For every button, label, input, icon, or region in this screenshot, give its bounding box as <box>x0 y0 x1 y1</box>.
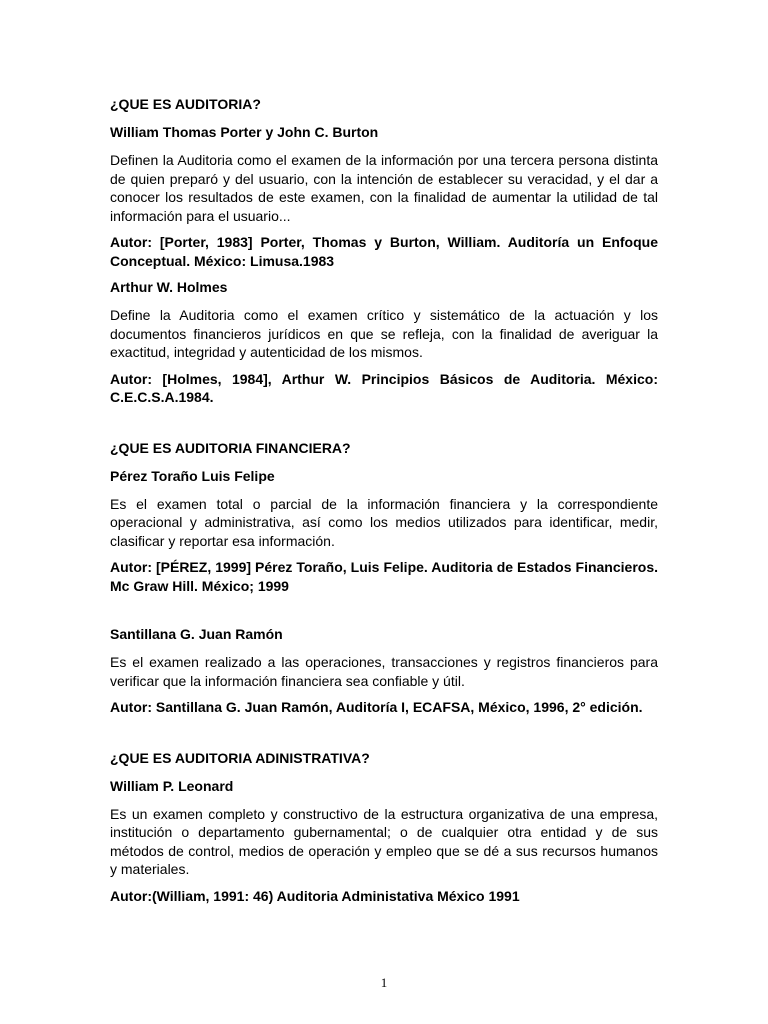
section-que-es-auditoria-administrativa <box>110 749 658 906</box>
section-heading: ¿QUE ES AUDITORIA? <box>110 96 261 112</box>
entry-citation: Autor: [Holmes, 1984], Arthur W. Principios Básicos de Auditoria. México: C.E.C.S.A.1984. <box>110 370 658 405</box>
entry-citation: Autor: [PÉREZ, 1999] Pérez Toraño, Luis Felipe. Auditoria de Estados Financieros. Mc Graw Hill. México; 1999 <box>110 559 658 594</box>
entry-definition: Es el examen total o parcial de la información financiera y la correspondiente operacional y administrativa, así como los medios utilizados para identificar, medir, clasificar y reportar esa información. <box>110 495 658 549</box>
entry-author: William Thomas Porter y John C. Burton <box>110 124 379 140</box>
entry-author: Santillana G. Juan Ramón <box>110 626 283 642</box>
spacer <box>110 603 658 625</box>
entry-author: William P. Leonard <box>110 777 234 794</box>
entry-citation: Autor: [Porter, 1983] Porter, Thomas y Burton, William. Auditoría un Enfoque Conceptual. México: Limusa.1983 <box>110 234 658 269</box>
entry-definition: Es un examen completo y constructivo de la estructura organizativa de una empresa, institución o departamento gubernamental; o de cualquier otra entidad y de sus métodos de control, medios de operación y empleo que se dé a sus recursos humanos y materiales. <box>110 805 658 877</box>
entry-leonard <box>110 777 658 906</box>
section-que-es-auditoria <box>110 95 658 407</box>
entry-author: Pérez Toraño Luis Felipe <box>110 467 275 484</box>
entry-citation: Autor: Santillana G. Juan Ramón, Auditoría I, ECAFSA, México, 1996, 2° edición. <box>110 699 643 715</box>
entry-santillana <box>110 625 658 717</box>
section-heading: ¿QUE ES AUDITORIA ADINISTRATIVA? <box>110 749 370 766</box>
entry-definition: Define la Auditoria como el examen crítico y sistemático de la actuación y los documentos financieros jurídicos en que se refleja, con la finalidad de averiguar la exactitud, integridad y autenticidad de los mismos. <box>110 307 658 360</box>
entry-perez-torano <box>110 467 658 596</box>
page-number: 1 <box>380 975 388 990</box>
section-que-es-auditoria-financiera <box>110 439 658 717</box>
section-heading: ¿QUE ES AUDITORIA FINANCIERA? <box>110 439 351 456</box>
entry-definition: Definen la Auditoria como el examen de la información por una tercera persona distinta de quien preparó y del usuario, con la intención de establecer su veracidad, y el dar a conocer los resultados de este examen, con la finalidad de aumentar la utilidad de tal información para el usuario... <box>110 152 658 224</box>
entry-definition: Es el examen realizado a las operaciones, transacciones y registros financieros para verificar que la información financiera sea confiable y útil. <box>110 654 658 689</box>
entry-author: Arthur W. Holmes <box>110 279 228 295</box>
entry-holmes <box>110 278 658 407</box>
spacer <box>110 725 658 749</box>
entry-citation: Autor:(William, 1991: 46) Auditoria Administativa México 1991 <box>110 887 520 904</box>
spacer <box>110 415 658 439</box>
document-page <box>110 95 658 913</box>
entry-porter-burton <box>110 123 658 270</box>
